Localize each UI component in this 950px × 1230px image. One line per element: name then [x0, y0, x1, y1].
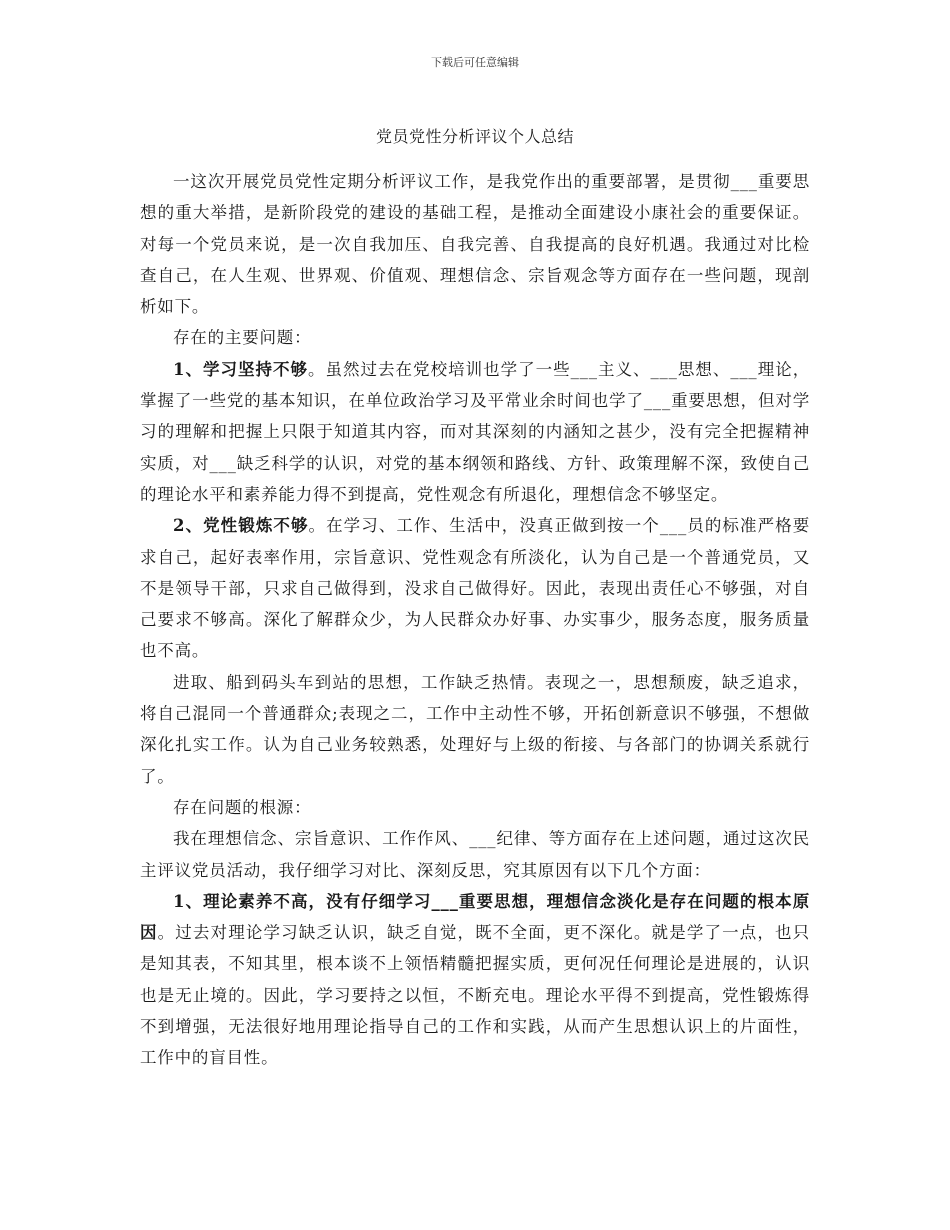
paragraph-text: 。在学习、工作、生活中，没真正做到按一个___员的标准严格要求自己，起好表率作用，宗旨意识、党性观念有所淡化，认为自己是一个普通党员，又不是领导干部，只求自己做得到，没求自己做得好。因此，表现出责任心不够强，对自己要求不够高。深化了解群众少，为人民群众办好事、办实事少，服务态度，服务质量也不高。: [140, 516, 811, 661]
paragraph-main-problems-heading: [140, 322, 810, 353]
paragraph-bold-lead: 1、学习坚持不够: [173, 359, 309, 379]
paragraph-text: 。虽然过去在党校培训也学了一些___主义、___思想、___理论，掌握了一些党的基本知识，在单位政治学习及平常业余时间也学了___重要思想，但对学习的理解和把握上只限于知道其内容，而对其深刻的内涵知之甚少，没有完全把握精神实质，对___缺乏科学的认识，对党的基本纲领和路线、方针、政策理解不深，致使自己的理论水平和素养能力得不到提高，党性观念有所退化，理想信念不够坚定。: [140, 359, 810, 504]
paragraph-root-1: [140, 886, 810, 1074]
paragraph-text: 我在理想信念、宗旨意识、工作作风、___纪律、等方面存在上述问题，通过这次民主评议党员活动，我仔细学习对比、深刻反思，究其原因有以下几个方面：: [140, 829, 810, 880]
document-body: [140, 166, 810, 1074]
paragraph-bold-lead: 2、党性锻炼不够: [173, 516, 309, 536]
paragraph-progress: [140, 667, 810, 792]
document-title: 党员党性分析评议个人总结: [375, 127, 574, 146]
paragraph-intro: [140, 166, 810, 322]
header-note: 下载后可任意编辑: [431, 56, 519, 69]
paragraph-roots-intro: [140, 823, 810, 886]
paragraph-roots-heading: [140, 792, 810, 823]
paragraph-problem-1: [140, 354, 810, 510]
paragraph-problem-2: [140, 510, 810, 666]
paragraph-text: 。过去对理论学习缺乏认识，缺乏自觉，既不全面，更不深化。就是学了一点，也只是知其表，不知其里，根本谈不上领悟精髓把握实质，更何况任何理论是进展的，认识也是无止境的。因此，学习要持之以恒，不断充电。理论水平得不到提高，党性锻炼得不到增强，无法很好地用理论指导自己的工作和实践，从而产生思想认识上的片面性，工作中的盲目性。: [140, 923, 810, 1068]
paragraph-text: 存在问题的根源：: [173, 797, 312, 817]
paragraph-text: 一这次开展党员党性定期分析评议工作，是我党作出的重要部署，是贯彻___重要思想的重大举措，是新阶段党的建设的基础工程，是推动全面建设小康社会的重要保证。对每一个党员来说，是一次自我加压、自我完善、自我提高的良好机遇。我通过对比检查自己，在人生观、世界观、价值观、理想信念、宗旨观念等方面存在一些问题，现剖析如下。: [140, 172, 810, 317]
paragraph-text: 进取、船到码头车到站的思想，工作缺乏热情。表现之一，思想颓废，缺乏追求，将自己混同一个普通群众;表现之二，工作中主动性不够，开拓创新意识不够强，不想做深化扎实工作。认为自己业务较熟悉，处理好与上级的衔接、与各部门的协调关系就行了。: [140, 672, 810, 786]
paragraph-bold-lead: 1、理论素养不高，没有仔细学习___重要思想，理想信念淡化是存在问题的根本原因: [140, 891, 810, 943]
paragraph-text: 存在的主要问题：: [173, 328, 312, 348]
